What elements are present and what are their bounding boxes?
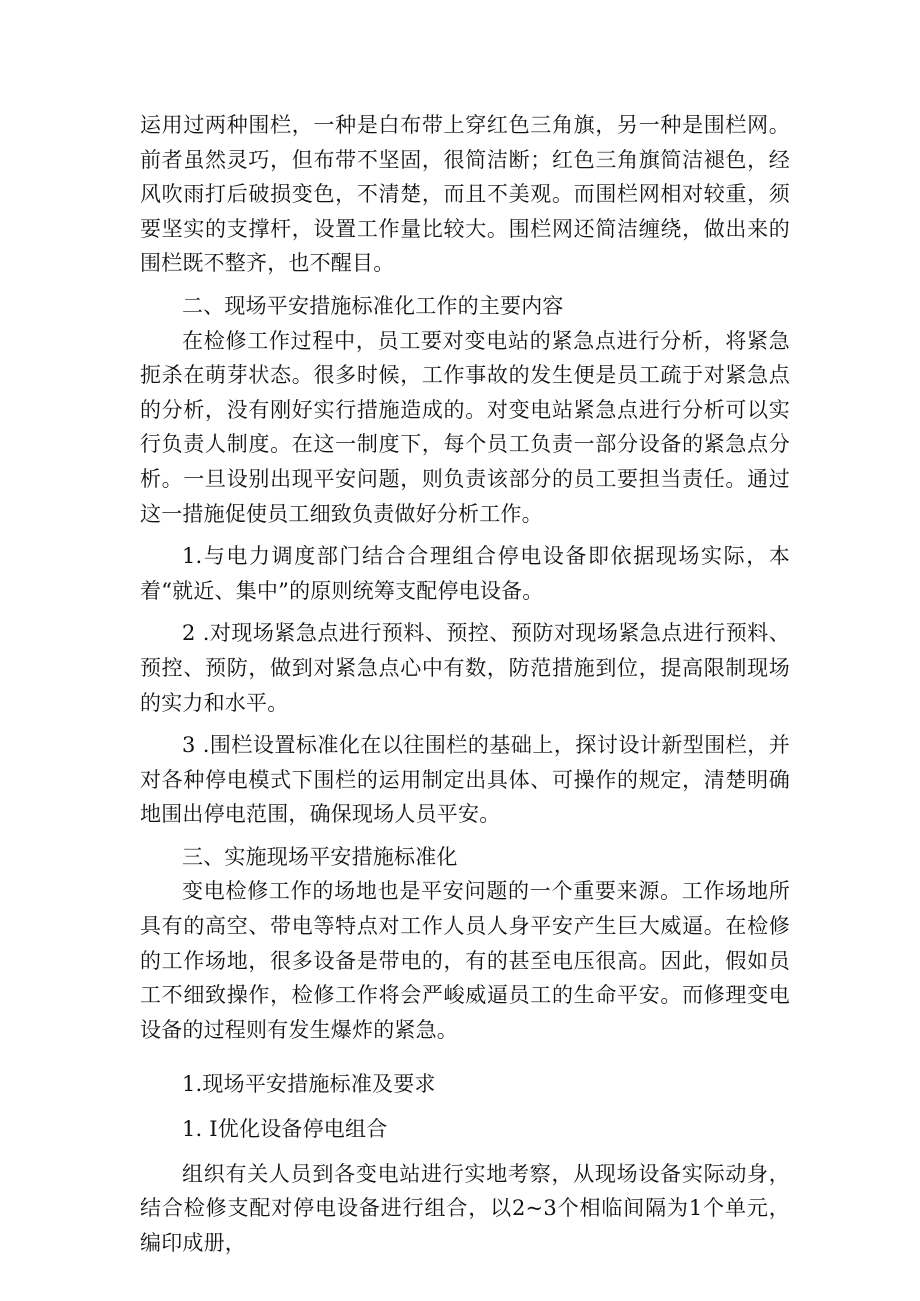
- paragraph-fence-history: 运用过两种围栏，一种是白布带上穿红色三角旗，另一种是围栏网。前者虽然灵巧，但布带不坚固，很简洁断；红色三角旗简洁褪色，经风吹雨打后破损变色，不清楚，而且不美观。而围栏网相对较重，须要坚实的支撑杆，设置工作量比较大。围栏网还简洁缠绕，做出来的围栏既不整齐，也不醒目。: [140, 113, 790, 276]
- document-page: [140, 108, 790, 1260]
- list-item-2: 2 .对现场紧急点进行预料、预控、预防对现场紧急点进行预料、预控、预防，做到对紧急点心中有数，防范措施到位，提高限制现场的实力和水平。: [140, 621, 790, 715]
- list-item-1: 1.与电力调度部门结合合理组合停电设备即依据现场实际，本着“就近、集中”的原则统筹支配停电设备。: [140, 544, 790, 603]
- section-heading-2: 二、现场平安措施标准化工作的主要内容: [182, 293, 564, 318]
- paragraph-hazard-analysis: 在检修工作过程中，员工要对变电站的紧急点进行分析，将紧急扼杀在萌芽状态。很多时候，工作事故的发生便是员工疏于对紧急点的分析，没有刚好实行措施造成的。对变电站紧急点进行分析可以实行负责人制度。在这一制度下，每个员工负责一部分设备的紧急点分析。一旦设别出现平安问题，则负责该部分的员工要担当责任。通过这一措施促使员工细致负责做好分析工作。: [140, 328, 790, 526]
- subheading-1: 1.现场平安措施标准及要求: [182, 1072, 436, 1097]
- list-item-3: 3 .围栏设置标准化在以往围栏的基础上，探讨设计新型围栏，并对各种停电模式下围栏的运用制定出具体、可操作的规定，清楚明确地围出停电范围，确保现场人员平安。: [140, 733, 790, 827]
- subheading-1-1: 1. I优化设备停电组合: [182, 1117, 388, 1142]
- paragraph-worksite-risk: 变电检修工作的场地也是平安问题的一个重要来源。工作场地所具有的高空、带电等特点对工作人员人身平安产生巨大威逼。在检修的工作场地，很多设备是带电的，有的甚至电压很高。因此，假如员工不细致操作，检修工作将会严峻威逼员工的生命平安。而修理变电设备的过程则有发生爆炸的紧急。: [140, 879, 790, 1042]
- section-heading-3: 三、实施现场平安措施标准化: [182, 844, 458, 869]
- paragraph-outage-grouping: 组织有关人员到各变电站进行实地考察，从现场设备实际动身，结合检修支配对停电设备进行组合，以2~3个相临间隔为1个单元，编印成册，: [140, 1161, 790, 1255]
